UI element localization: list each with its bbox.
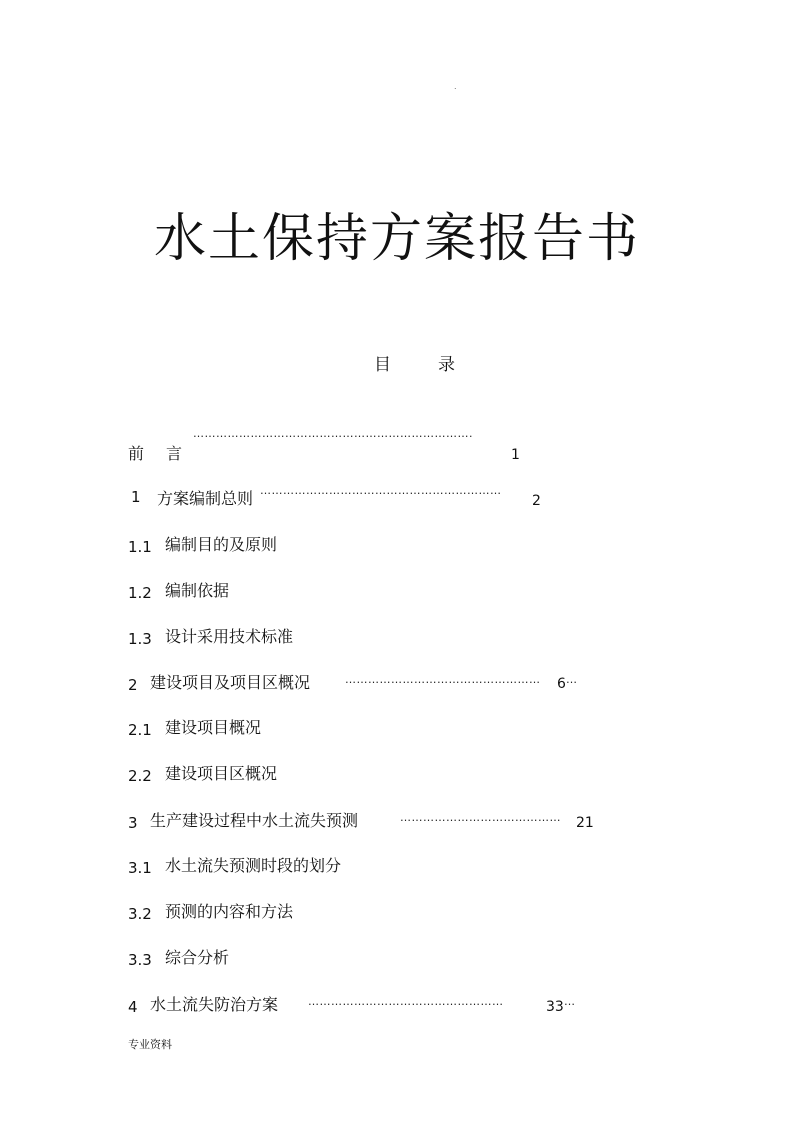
- toc-entry-2-page-number: 6: [557, 676, 566, 692]
- toc-heading-right: 录: [438, 355, 455, 375]
- toc-entry-1-3-number: 1.3: [128, 630, 152, 648]
- toc-entry-3-1-label: 水土流失预测时段的划分: [165, 856, 342, 875]
- toc-entry-4-page-number: 33: [546, 999, 564, 1015]
- toc-entry-2-2-label: 建设项目区概况: [165, 764, 278, 783]
- toc-entry-1-1-label: 编制目的及原则: [165, 535, 278, 554]
- preface-page-number: 1: [511, 447, 520, 463]
- toc-entry-3-leader-dots: ……………………………………: [400, 811, 561, 824]
- preface-leader-dots: ……………………………………………………………….: [193, 427, 473, 440]
- toc-entry-3-3-label: 综合分析: [165, 948, 230, 967]
- toc-entry-3-1-number: 3.1: [128, 859, 152, 877]
- toc-entry-3-3-number: 3.3: [128, 951, 152, 969]
- toc-entry-1-1-number: 1.1: [128, 538, 152, 556]
- toc-entry-2-1-label: 建设项目概况: [165, 718, 262, 737]
- toc-entry-2-trailing-dots: …: [566, 673, 578, 686]
- toc-entry-1-page-number: 2: [532, 493, 541, 509]
- toc-entry-2-label: 建设项目及项目区概况: [150, 673, 311, 692]
- toc-entry-1-3-label: 设计采用技术标准: [165, 627, 294, 646]
- toc-entry-2-number: 2: [128, 676, 138, 694]
- toc-entry-1-number: 1: [131, 488, 141, 506]
- footer-label: 专业资料: [128, 1038, 172, 1051]
- toc-entry-1-label: 方案编制总则: [157, 489, 254, 508]
- toc-entry-3-2-label: 预测的内容和方法: [165, 902, 294, 921]
- preface-char-2: 言: [166, 444, 183, 463]
- toc-entry-2-leader-dots: ……………………………………………: [345, 673, 541, 686]
- toc-entry-2-2-number: 2.2: [128, 767, 152, 785]
- toc-entry-3-2-number: 3.2: [128, 905, 152, 923]
- toc-entry-3-page-number: 21: [576, 815, 594, 831]
- toc-entry-3-number: 3: [128, 814, 138, 832]
- toc-entry-4-trailing-dots: …: [564, 995, 576, 1008]
- toc-entry-4-number: 4: [128, 998, 138, 1016]
- document-title: 水土保持方案报告书: [153, 209, 640, 269]
- toc-entry-4-leader-dots: ……………………………………………: [308, 995, 504, 1008]
- toc-entry-3-label: 生产建设过程中水土流失预测: [150, 811, 359, 830]
- preface-char-1: 前: [128, 444, 145, 463]
- toc-entry-4-label: 水土流失防治方案: [150, 995, 279, 1014]
- toc-entry-1-leader-dots: ………………………………………………………: [260, 484, 502, 497]
- toc-entry-1-2-label: 编制依据: [165, 581, 230, 600]
- header-mark: .: [454, 82, 457, 91]
- toc-entry-1-2-number: 1.2: [128, 584, 152, 602]
- toc-heading-left: 目: [374, 355, 391, 375]
- toc-entry-2-1-number: 2.1: [128, 721, 152, 739]
